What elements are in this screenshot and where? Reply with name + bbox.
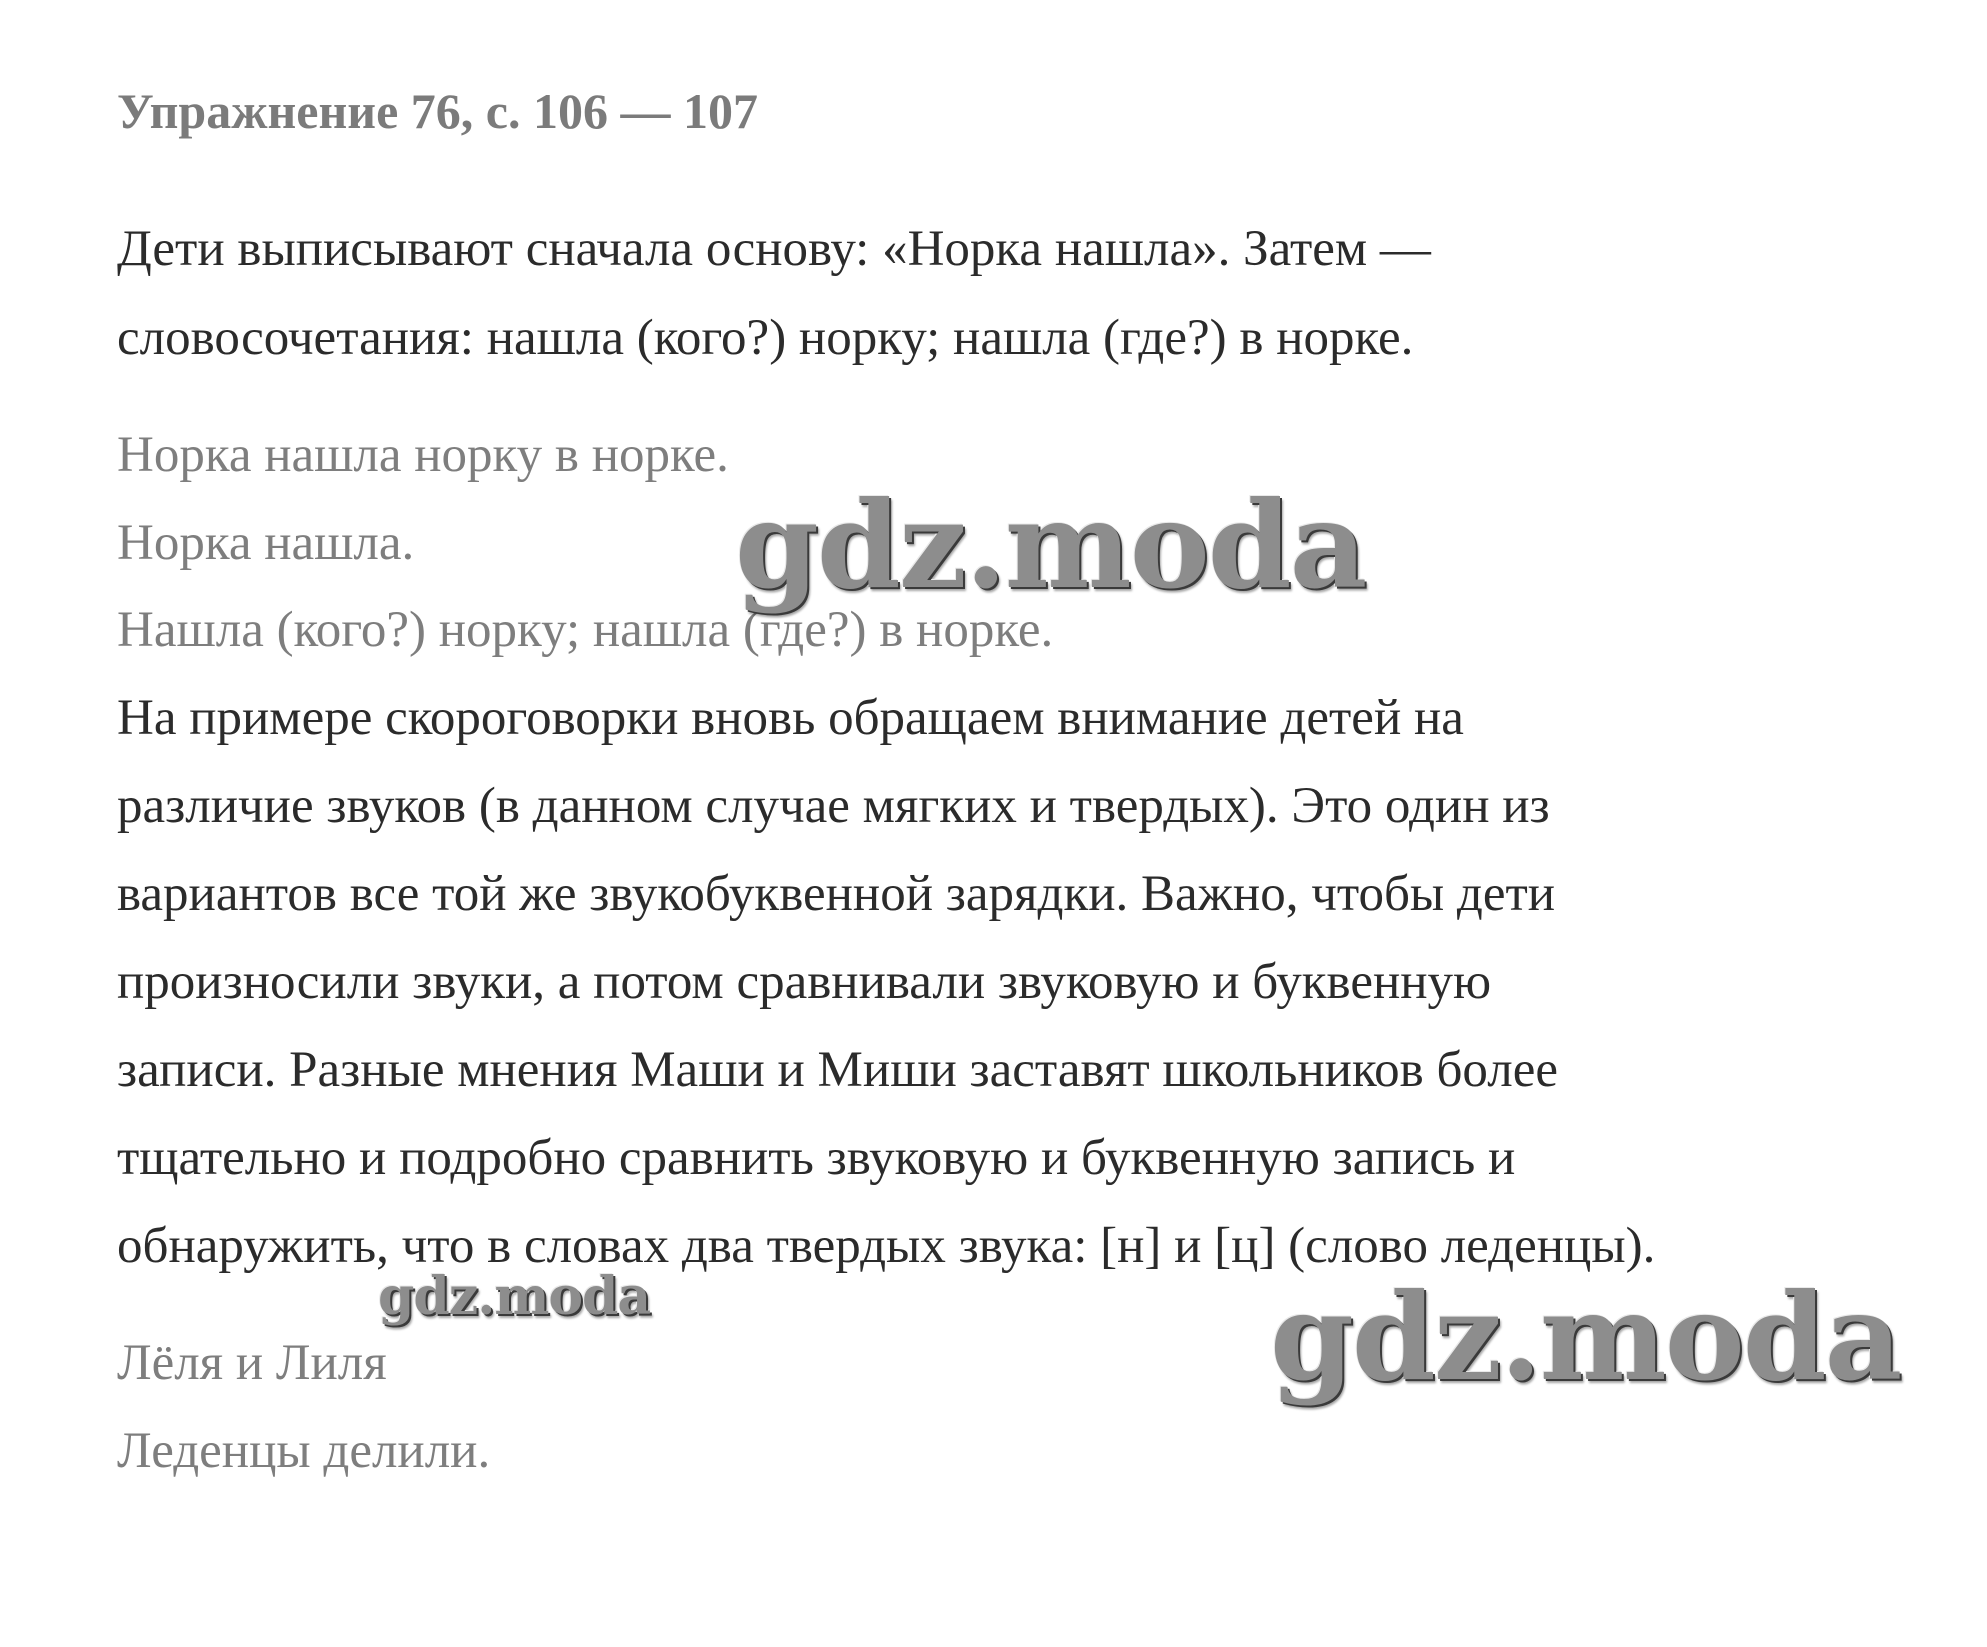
body-line: обнаружить, что в словах два твердых звука: [н] и [ц] (слово леденцы).: [117, 1218, 1656, 1274]
answer-line: Норка нашла.: [117, 515, 415, 571]
watermark: gdz.moda: [1270, 1267, 1901, 1408]
answer-line: Нашла (кого?) норку; нашла (где?) в норке.: [117, 602, 1054, 658]
intro-line: словосочетания: нашла (кого?) норку; нашла (где?) в норке.: [117, 310, 1414, 366]
body-line: произносили звуки, а потом сравнивали звуковую и буквенную: [117, 954, 1492, 1010]
body-line: тщательно и подробно сравнить звуковую и буквенную запись и: [117, 1130, 1516, 1186]
tongue-twister-line: Лёля и Лиля: [117, 1335, 387, 1391]
body-line: На примере скороговорки вновь обращаем внимание детей на: [117, 690, 1464, 746]
answer-line: Норка нашла норку в норке.: [117, 427, 729, 483]
tongue-twister-line: Леденцы делили.: [117, 1423, 491, 1479]
intro-line: Дети выписывают сначала основу: «Норка нашла». Затем —: [117, 221, 1431, 277]
watermark: gdz.moda: [378, 1266, 651, 1327]
body-line: вариантов все той же звукобуквенной зарядки. Важно, чтобы дети: [117, 866, 1556, 922]
body-line: различие звуков (в данном случае мягких и твердых). Это один из: [117, 778, 1550, 834]
body-line: записи. Разные мнения Маши и Миши заставят школьников более: [117, 1042, 1558, 1098]
exercise-heading: Упражнение 76, с. 106 — 107: [117, 83, 758, 139]
watermark: gdz.moda: [735, 475, 1366, 616]
